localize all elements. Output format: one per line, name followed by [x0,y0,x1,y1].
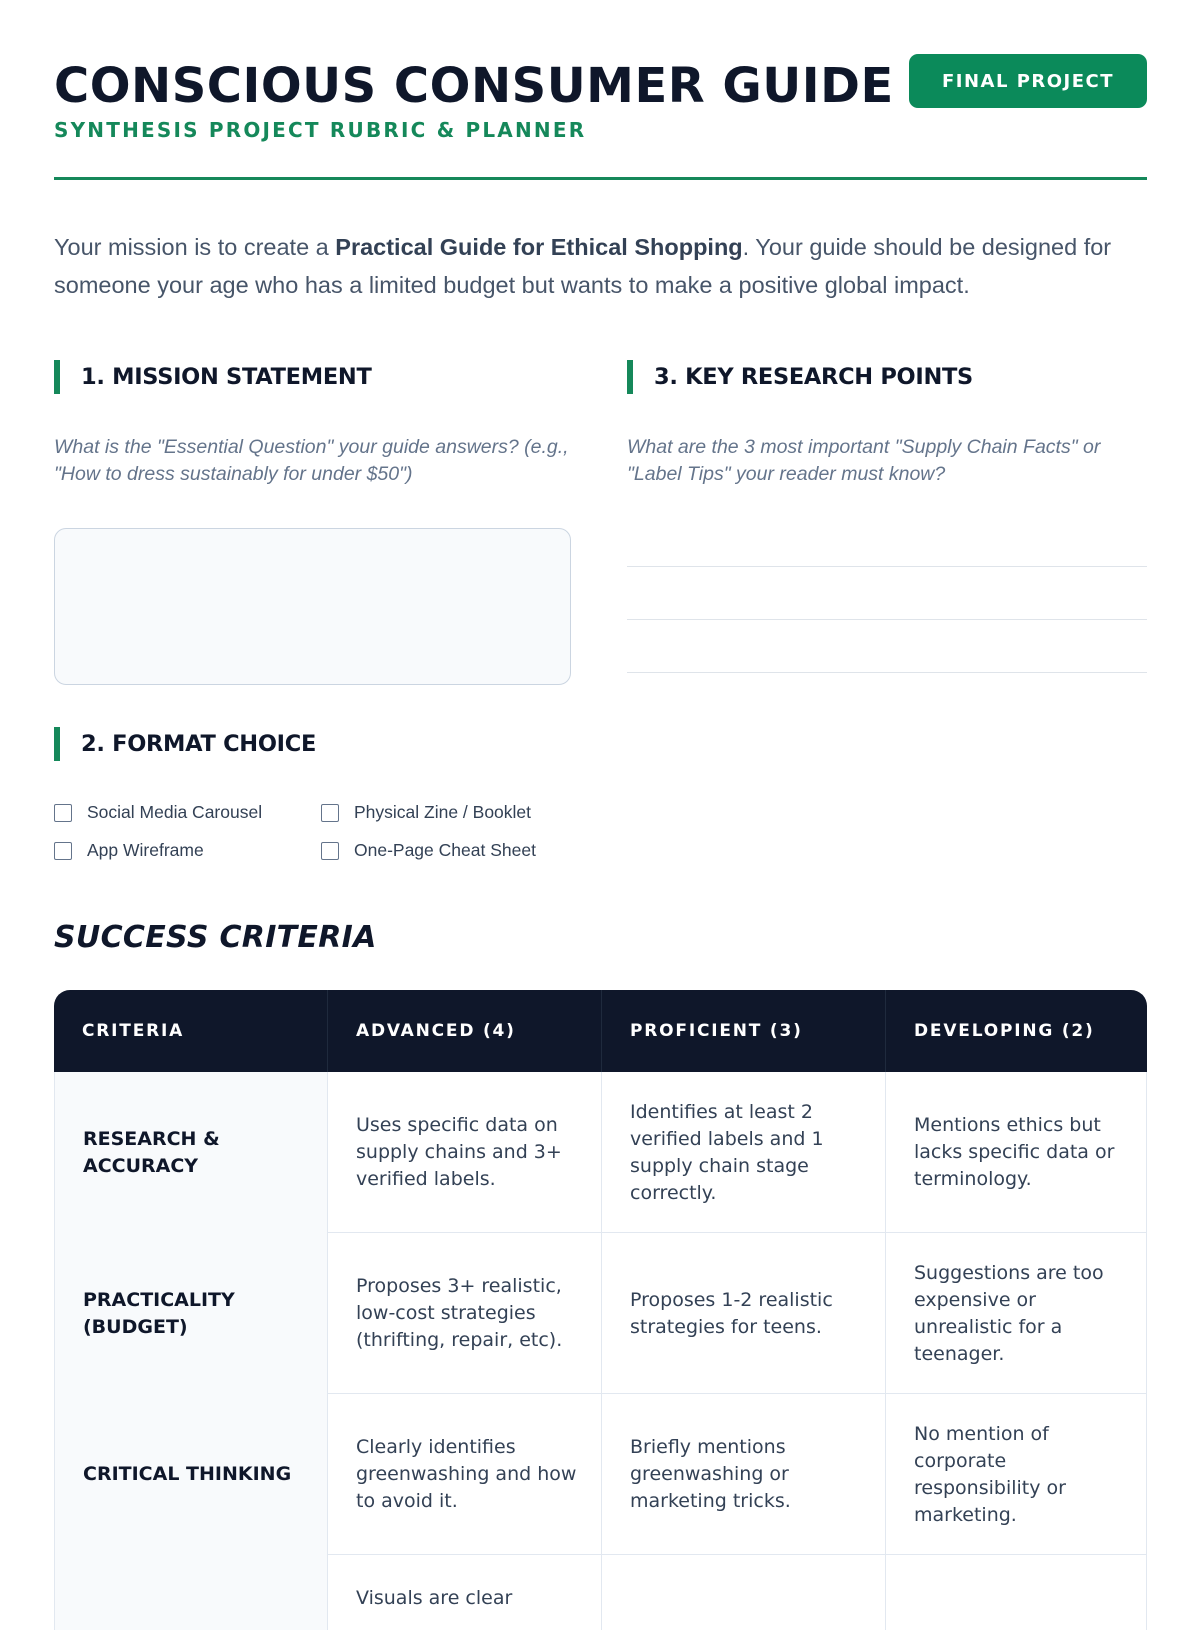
format-option-cheat-sheet[interactable] [321,840,536,861]
developing-cell: Mentions ethics but lacks specific data or terminology. [886,1072,1147,1233]
page-subtitle: SYNTHESIS PROJECT RUBRIC & PLANNER [54,118,587,142]
header-proficient: PROFICIENT (3) [602,990,886,1072]
intro-text-bold: Practical Guide for Ethical Shopping [335,234,743,260]
page-header [54,54,1147,180]
format-heading: 2. FORMAT CHOICE [54,727,316,761]
research-line-2[interactable] [627,619,1147,620]
criteria-cell: RESEARCH & ACCURACY [54,1072,328,1233]
checkbox[interactable] [54,842,72,860]
table-row [54,1233,1147,1394]
format-option-social-media-carousel[interactable] [54,802,262,823]
proficient-cell [602,1555,886,1630]
advanced-cell: Clearly identifies greenwashing and how to avoid it. [328,1394,602,1555]
proficient-cell: Identifies at least 2 verified labels and 1 supply chain stage correctly. [602,1072,886,1233]
research-prompt: What are the 3 most important "Supply Chain Facts" or "Label Tips" your reader must know? [627,436,1101,485]
proficient-cell: Proposes 1-2 realistic strategies for teens. [602,1233,886,1394]
research-line-1[interactable] [627,566,1147,567]
table-header [54,990,1147,1072]
format-option-app-wireframe[interactable] [54,840,204,861]
mission-heading: 1. MISSION STATEMENT [54,360,372,394]
checkbox[interactable] [54,804,72,822]
final-project-badge: FINAL PROJECT [909,54,1147,108]
criteria-cell: CRITICAL THINKING [54,1394,328,1555]
criteria-cell [54,1555,328,1630]
intro-text-after: . Your guide should be designed for someone your age who has a limited budget but wants to make a positive global impact. [54,234,1112,298]
developing-cell [886,1555,1147,1630]
page-title: CONSCIOUS CONSUMER GUIDE [54,58,894,114]
advanced-cell: Uses specific data on supply chains and 3+ verified labels. [328,1072,602,1233]
proficient-cell: Briefly mentions greenwashing or marketing tricks. [602,1394,886,1555]
criteria-cell: PRACTICALITY (BUDGET) [54,1233,328,1394]
mission-prompt: What is the "Essential Question" your guide answers? (e.g., "How to dress sustainably for under $50") [54,436,569,485]
format-option-label: Social Media Carousel [87,802,263,822]
developing-cell: Suggestions are too expensive or unrealistic for a teenager. [886,1233,1147,1394]
format-option-label: One-Page Cheat Sheet [354,840,536,860]
header-developing: DEVELOPING (2) [914,1021,1095,1041]
developing-cell: No mention of corporate responsibility or marketing. [886,1394,1147,1555]
intro-paragraph [54,228,1147,304]
table-row [54,1072,1147,1233]
mission-input-box[interactable] [54,528,571,685]
success-criteria-title: SUCCESS CRITERIA [54,920,377,955]
format-option-label: App Wireframe [87,840,204,860]
research-line-3[interactable] [627,672,1147,673]
checkbox[interactable] [321,842,339,860]
format-option-label: Physical Zine / Booklet [354,802,532,822]
intro-text-before: Your mission is to create a [54,234,336,260]
header-criteria: CRITERIA [54,990,328,1072]
advanced-cell: Visuals are clear [328,1555,602,1630]
research-heading: 3. KEY RESEARCH POINTS [627,360,973,394]
rubric-table [54,990,1147,1630]
format-option-physical-zine[interactable] [321,802,531,823]
checkbox[interactable] [321,804,339,822]
rubric-page [54,0,1147,1609]
advanced-cell: Proposes 3+ realistic, low-cost strategies (thrifting, repair, etc). [328,1233,602,1394]
table-row [54,1555,1147,1630]
header-advanced: ADVANCED (4) [328,990,602,1072]
table-row [54,1394,1147,1555]
